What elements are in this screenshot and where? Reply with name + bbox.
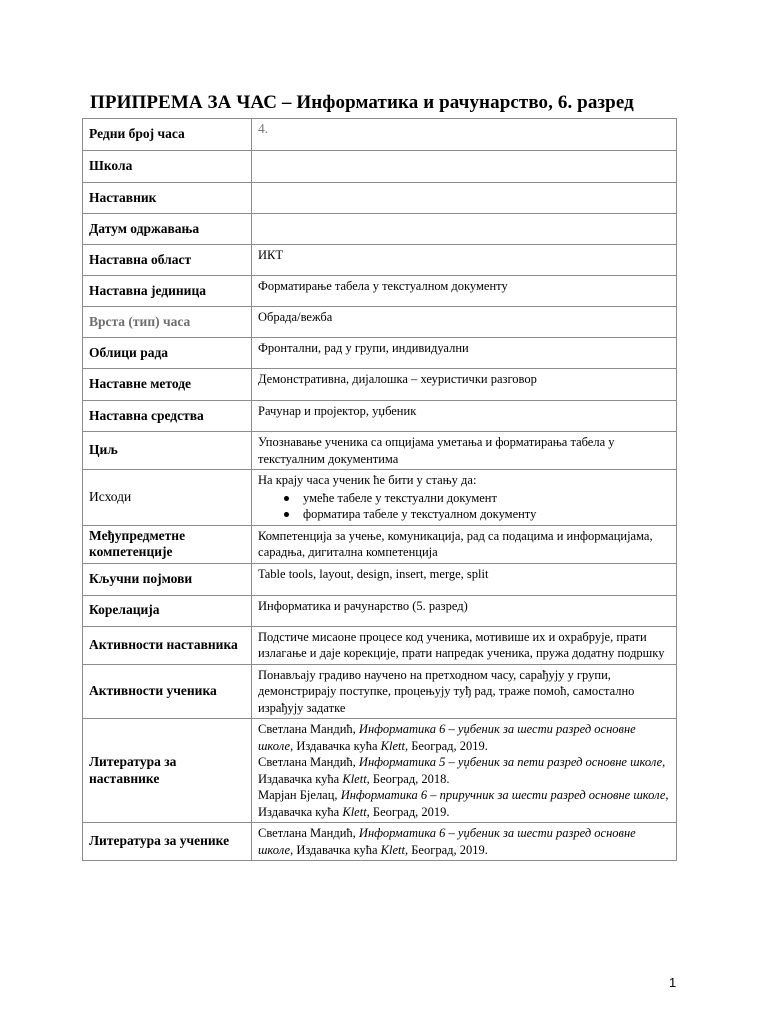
row-value: Понављају градиво научено на претходном часу, сарађују у групи, демонстрирају поступке, процењују туђ рад, траже помоћ, самостално израђују задатке bbox=[252, 664, 677, 719]
row-label: Активности ученика bbox=[83, 664, 252, 719]
table-row bbox=[83, 369, 677, 401]
row-label: Исходи bbox=[83, 470, 252, 526]
outcomes-list bbox=[258, 490, 670, 523]
row-label: Датум одржавања bbox=[83, 214, 252, 245]
page-title: ПРИПРЕМА ЗА ЧАС – Информатика и рачунарство, 6. разред bbox=[90, 92, 634, 113]
row-value: Форматирање табела у текстуалном документу bbox=[252, 276, 677, 307]
row-value: Фронтални, рад у групи, индивидуални bbox=[252, 338, 677, 369]
row-label: Литература за ученике bbox=[83, 823, 252, 861]
table-row bbox=[83, 183, 677, 214]
table-row bbox=[83, 119, 677, 151]
row-label: Наставна јединица bbox=[83, 276, 252, 307]
table-row bbox=[83, 823, 677, 861]
table-row bbox=[83, 214, 677, 245]
table-row bbox=[83, 338, 677, 369]
reference-item: Марјан Бјелац, Информатика 6 – приручник за шести разред основне школе, Издавачка кућа Klett, Београд, 2019. bbox=[258, 788, 669, 819]
table-row bbox=[83, 401, 677, 432]
table-row bbox=[83, 432, 677, 470]
row-value: Подстиче мисаоне процесе код ученика, мотивише их и охрабрује, прати излагање и даје корекције, прати напредак ученика, пружа додатну подршку bbox=[252, 626, 677, 664]
row-value bbox=[252, 823, 677, 861]
table-row bbox=[83, 470, 677, 526]
table-row bbox=[83, 664, 677, 719]
row-value: Демонстративна, дијалошка – хеуристички разговор bbox=[252, 369, 677, 401]
table-row bbox=[83, 276, 677, 307]
row-value: Обрада/вежба bbox=[252, 307, 677, 338]
row-value: ИКТ bbox=[252, 245, 677, 276]
row-value: Рачунар и пројектор, уџбеник bbox=[252, 401, 677, 432]
table-row bbox=[83, 245, 677, 276]
row-value bbox=[252, 151, 677, 183]
row-label: Наставна област bbox=[83, 245, 252, 276]
row-value bbox=[252, 719, 677, 823]
list-item: умеће табеле у текстуални документ bbox=[258, 490, 670, 507]
row-label: Међупредметне компетенције bbox=[83, 525, 252, 563]
row-value: Компетенција за учење, комуникација, рад са подацима и информацијама, сарадња, дигитална компетенција bbox=[252, 525, 677, 563]
row-value: Информатика и рачунарство (5. разред) bbox=[252, 595, 677, 626]
row-value: Table tools, layout, design, insert, merge, split bbox=[252, 563, 677, 595]
table-row bbox=[83, 307, 677, 338]
row-label: Наставна средства bbox=[83, 401, 252, 432]
reference-item: Светлана Мандић, Информатика 6 – уџбеник за шести разред основне школе, Издавачка кућа Klett, Београд, 2019. bbox=[258, 826, 636, 857]
row-label: Циљ bbox=[83, 432, 252, 470]
outcomes-intro: На крају часа ученик ће бити у стању да: bbox=[258, 473, 477, 487]
reference-item: Светлана Мандић, Информатика 6 – уџбеник за шести разред основне школе, Издавачка кућа Klett, Београд, 2019. bbox=[258, 722, 636, 753]
row-label: Кључни појмови bbox=[83, 563, 252, 595]
row-label: Наставне методе bbox=[83, 369, 252, 401]
row-label: Активности наставника bbox=[83, 626, 252, 664]
row-label: Облици рада bbox=[83, 338, 252, 369]
list-item: форматира табеле у текстуалном документу bbox=[258, 506, 670, 523]
row-label: Наставник bbox=[83, 183, 252, 214]
row-label: Школа bbox=[83, 151, 252, 183]
table-row bbox=[83, 719, 677, 823]
lesson-plan-table bbox=[82, 118, 677, 861]
table-row bbox=[83, 626, 677, 664]
table-row bbox=[83, 595, 677, 626]
page-number: 1 bbox=[669, 975, 677, 990]
row-value: Упознавање ученика са опцијама уметања и форматирања табела у текстуалним документима bbox=[252, 432, 677, 470]
row-label: Литература за наставнике bbox=[83, 719, 252, 823]
reference-item: Светлана Мандић, Информатика 5 – уџбеник за пети разред основне школе, Издавачка кућа Klett, Београд, 2018. bbox=[258, 755, 666, 786]
row-value: 4. bbox=[252, 119, 677, 151]
table-row bbox=[83, 525, 677, 563]
row-value bbox=[252, 183, 677, 214]
table-row bbox=[83, 151, 677, 183]
row-label: Редни број часа bbox=[83, 119, 252, 151]
row-value bbox=[252, 470, 677, 526]
row-label: Корелација bbox=[83, 595, 252, 626]
row-label: Врста (тип) часа bbox=[83, 307, 252, 338]
table-row bbox=[83, 563, 677, 595]
row-value bbox=[252, 214, 677, 245]
